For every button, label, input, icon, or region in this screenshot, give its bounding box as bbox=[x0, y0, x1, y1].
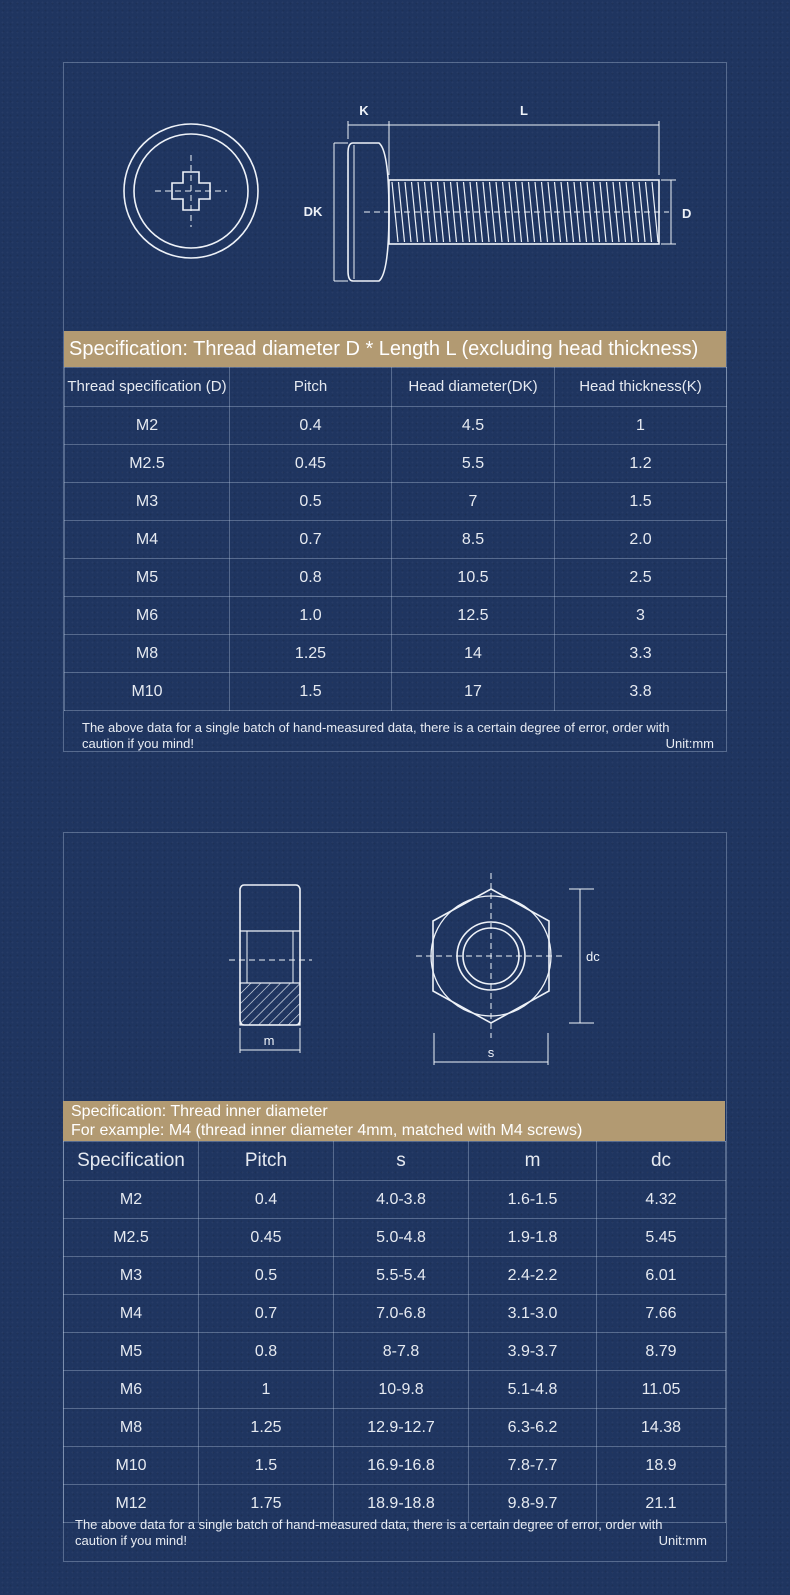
label-d: D bbox=[682, 206, 692, 221]
cell-thread-spec: M10 bbox=[65, 673, 230, 711]
unit-label: Unit:mm bbox=[665, 736, 714, 751]
cell-pitch: 1.75 bbox=[199, 1485, 334, 1523]
cell-head-thickness: 1.5 bbox=[555, 483, 727, 521]
cell-pitch: 0.45 bbox=[230, 445, 392, 483]
screw-spec-table bbox=[64, 367, 727, 711]
cell-head-thickness: 1 bbox=[555, 407, 727, 445]
cell-head-diameter: 7 bbox=[392, 483, 555, 521]
cell-pitch: 0.7 bbox=[230, 521, 392, 559]
header-pitch: Pitch bbox=[230, 368, 392, 407]
label-s: s bbox=[487, 1045, 495, 1060]
cell-m: 5.1-4.8 bbox=[469, 1371, 597, 1409]
cell-thread-spec: M5 bbox=[65, 559, 230, 597]
cell-specification: M6 bbox=[64, 1371, 199, 1409]
table-row bbox=[65, 673, 727, 711]
cell-s: 4.0-3.8 bbox=[334, 1181, 469, 1219]
cell-s: 18.9-18.8 bbox=[334, 1485, 469, 1523]
label-l: L bbox=[520, 103, 528, 118]
cell-specification: M8 bbox=[64, 1409, 199, 1447]
cell-pitch: 0.5 bbox=[199, 1257, 334, 1295]
cell-s: 5.0-4.8 bbox=[334, 1219, 469, 1257]
table-row bbox=[65, 635, 727, 673]
nut-spec-table bbox=[63, 1141, 726, 1523]
header-pitch: Pitch bbox=[199, 1142, 334, 1181]
cell-m: 1.6-1.5 bbox=[469, 1181, 597, 1219]
cell-specification: M4 bbox=[64, 1295, 199, 1333]
cell-s: 8-7.8 bbox=[334, 1333, 469, 1371]
cell-m: 9.8-9.7 bbox=[469, 1485, 597, 1523]
cell-specification: M2 bbox=[64, 1181, 199, 1219]
cell-dc: 7.66 bbox=[597, 1295, 726, 1333]
cell-head-diameter: 12.5 bbox=[392, 597, 555, 635]
cell-head-thickness: 2.5 bbox=[555, 559, 727, 597]
nut-banner-line-2: For example: M4 (thread inner diameter 4mm, matched with M4 screws) bbox=[71, 1122, 583, 1139]
screw-side-view bbox=[334, 121, 676, 281]
cell-head-diameter: 8.5 bbox=[392, 521, 555, 559]
cell-dc: 4.32 bbox=[597, 1181, 726, 1219]
nut-content bbox=[63, 832, 727, 1562]
header-head-thickness: Head thickness(K) bbox=[555, 368, 727, 407]
cell-pitch: 0.5 bbox=[230, 483, 392, 521]
table-row bbox=[65, 521, 727, 559]
cell-dc: 6.01 bbox=[597, 1257, 726, 1295]
disclaimer-text: The above data for a single batch of hand-measured data, there is a certain degree of error, order with caution if you mind! bbox=[75, 1517, 663, 1548]
table-row bbox=[65, 483, 727, 521]
table-row bbox=[65, 407, 727, 445]
cell-thread-spec: M2.5 bbox=[65, 445, 230, 483]
screw-head-top-view bbox=[124, 124, 258, 258]
cell-dc: 8.79 bbox=[597, 1333, 726, 1371]
cell-head-thickness: 3.3 bbox=[555, 635, 727, 673]
cell-specification: M3 bbox=[64, 1257, 199, 1295]
cell-thread-spec: M6 bbox=[65, 597, 230, 635]
cell-m: 1.9-1.8 bbox=[469, 1219, 597, 1257]
cell-s: 12.9-12.7 bbox=[334, 1409, 469, 1447]
header-m: m bbox=[469, 1142, 597, 1181]
table-row bbox=[64, 1333, 726, 1371]
table-row bbox=[64, 1447, 726, 1485]
header-head-diameter: Head diameter(DK) bbox=[392, 368, 555, 407]
cell-pitch: 0.4 bbox=[230, 407, 392, 445]
label-k: K bbox=[359, 103, 369, 118]
header-dc: dc bbox=[597, 1142, 726, 1181]
cell-pitch: 0.45 bbox=[199, 1219, 334, 1257]
cell-m: 7.8-7.7 bbox=[469, 1447, 597, 1485]
table-row bbox=[64, 1295, 726, 1333]
unit-label: Unit:mm bbox=[658, 1533, 707, 1548]
cell-thread-spec: M3 bbox=[65, 483, 230, 521]
cell-pitch: 1.25 bbox=[230, 635, 392, 673]
label-dk: DK bbox=[303, 204, 323, 219]
screw-note bbox=[64, 717, 726, 752]
header-thread-spec: Thread specification (D) bbox=[65, 368, 230, 407]
cell-head-thickness: 2.0 bbox=[555, 521, 727, 559]
nut-spec-banner bbox=[63, 1101, 725, 1141]
cell-s: 5.5-5.4 bbox=[334, 1257, 469, 1295]
table-row bbox=[64, 1181, 726, 1219]
cell-m: 2.4-2.2 bbox=[469, 1257, 597, 1295]
cell-pitch: 1.5 bbox=[230, 673, 392, 711]
cell-thread-spec: M4 bbox=[65, 521, 230, 559]
cell-head-diameter: 17 bbox=[392, 673, 555, 711]
cell-specification: M10 bbox=[64, 1447, 199, 1485]
cell-head-diameter: 14 bbox=[392, 635, 555, 673]
cell-pitch: 0.7 bbox=[199, 1295, 334, 1333]
cell-specification: M12 bbox=[64, 1485, 199, 1523]
label-m: m bbox=[263, 1033, 275, 1048]
screw-diagram bbox=[64, 63, 728, 331]
cell-pitch: 0.4 bbox=[199, 1181, 334, 1219]
cell-head-thickness: 3 bbox=[555, 597, 727, 635]
cell-s: 16.9-16.8 bbox=[334, 1447, 469, 1485]
table-row bbox=[64, 1219, 726, 1257]
cell-head-thickness: 1.2 bbox=[555, 445, 727, 483]
cell-thread-spec: M2 bbox=[65, 407, 230, 445]
cell-m: 3.1-3.0 bbox=[469, 1295, 597, 1333]
cell-specification: M2.5 bbox=[64, 1219, 199, 1257]
disclaimer-text: The above data for a single batch of hand-measured data, there is a certain degree of error, order with caution if you mind! bbox=[82, 720, 670, 751]
cell-pitch: 1.25 bbox=[199, 1409, 334, 1447]
cell-pitch: 1.5 bbox=[199, 1447, 334, 1485]
table-row bbox=[65, 445, 727, 483]
screw-spec-panel bbox=[63, 62, 727, 752]
table-header-row bbox=[65, 368, 727, 407]
cell-pitch: 0.8 bbox=[230, 559, 392, 597]
nut-banner-line-1: Specification: Thread inner diameter bbox=[71, 1103, 328, 1120]
table-row bbox=[64, 1409, 726, 1447]
cell-s: 7.0-6.8 bbox=[334, 1295, 469, 1333]
cell-pitch: 1.0 bbox=[230, 597, 392, 635]
cell-head-thickness: 3.8 bbox=[555, 673, 727, 711]
table-row bbox=[65, 597, 727, 635]
cell-thread-spec: M8 bbox=[65, 635, 230, 673]
cell-m: 6.3-6.2 bbox=[469, 1409, 597, 1447]
screw-spec-banner: Specification: Thread diameter D * Length L (excluding head thickness) bbox=[64, 331, 726, 367]
cell-specification: M5 bbox=[64, 1333, 199, 1371]
cell-dc: 11.05 bbox=[597, 1371, 726, 1409]
cell-dc: 21.1 bbox=[597, 1485, 726, 1523]
cell-head-diameter: 5.5 bbox=[392, 445, 555, 483]
table-row bbox=[64, 1371, 726, 1409]
table-row bbox=[64, 1257, 726, 1295]
cell-s: 10-9.8 bbox=[334, 1371, 469, 1409]
table-row bbox=[65, 559, 727, 597]
cell-pitch: 0.8 bbox=[199, 1333, 334, 1371]
table-header-row bbox=[64, 1142, 726, 1181]
header-s: s bbox=[334, 1142, 469, 1181]
cell-dc: 5.45 bbox=[597, 1219, 726, 1257]
cell-head-diameter: 4.5 bbox=[392, 407, 555, 445]
cell-dc: 14.38 bbox=[597, 1409, 726, 1447]
cell-pitch: 1 bbox=[199, 1371, 334, 1409]
nut-note bbox=[63, 1513, 725, 1549]
label-dc: dc bbox=[586, 949, 600, 964]
cell-head-diameter: 10.5 bbox=[392, 559, 555, 597]
header-specification: Specification bbox=[64, 1142, 199, 1181]
cell-m: 3.9-3.7 bbox=[469, 1333, 597, 1371]
cell-dc: 18.9 bbox=[597, 1447, 726, 1485]
